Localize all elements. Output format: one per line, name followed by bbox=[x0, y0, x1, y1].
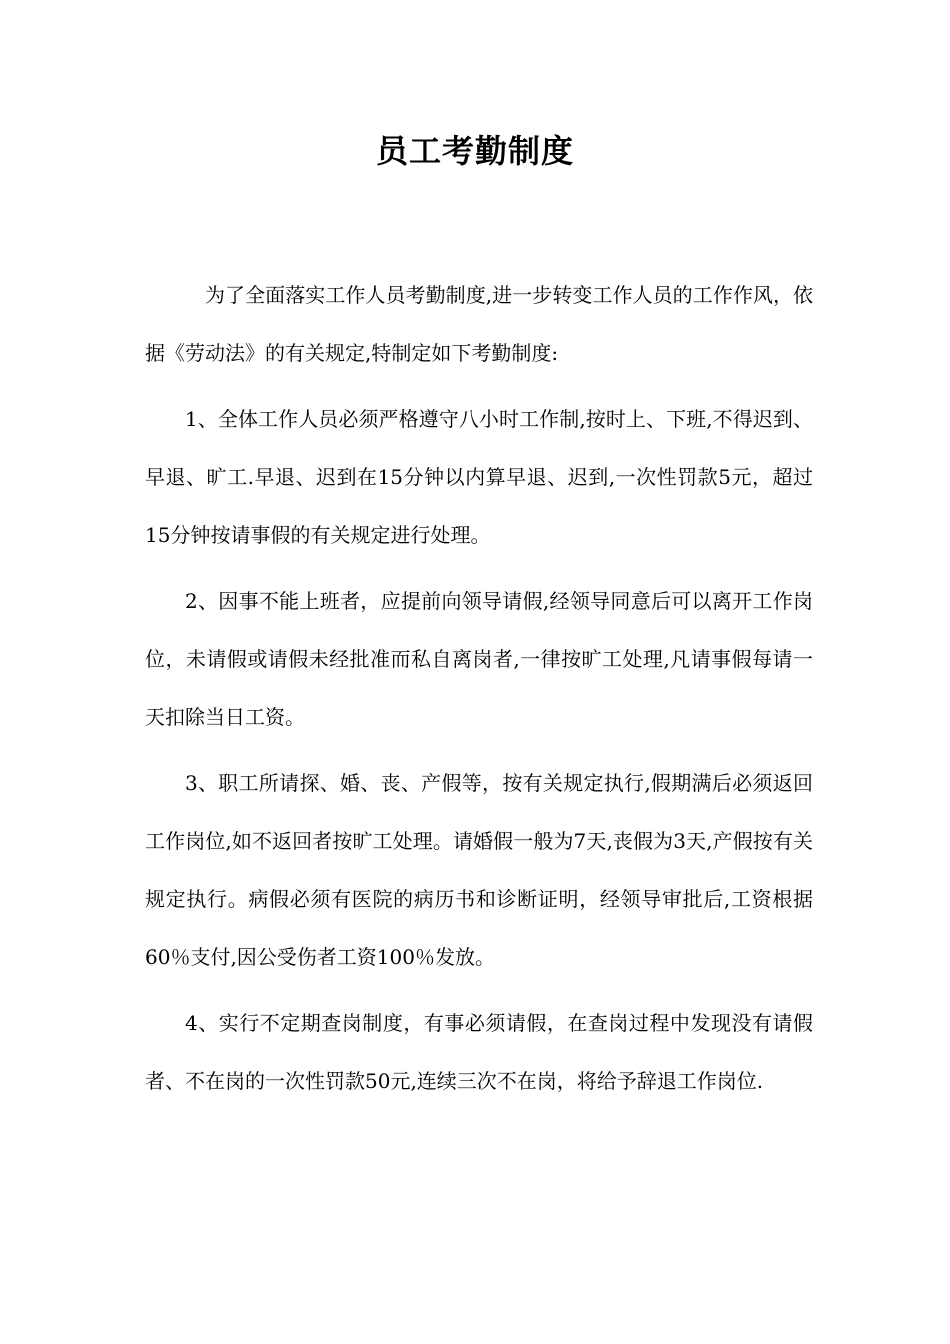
rule-paragraph-3: 3、职工所请探、婚、丧、产假等，按有关规定执行,假期满后必须返回工作岗位,如不返回者按旷工处理。请婚假一般为7天,丧假为3天,产假按有关规定执行。病假必须有医院的病历书和诊断证明，经领导审批后,工资根据60％支付,因公受伤者工资100％发放。 bbox=[145, 771, 813, 969]
rule-paragraph-4: 4、实行不定期查岗制度，有事必须请假，在查岗过程中发现没有请假者、不在岗的一次性罚款50元,连续三次不在岗，将给予辞退工作岗位. bbox=[145, 1011, 813, 1093]
rule-paragraph-2: 2、因事不能上班者，应提前向领导请假,经领导同意后可以离开工作岗位，未请假或请假未经批准而私自离岗者,一律按旷工处理,凡请事假每请一天扣除当日工资。 bbox=[145, 589, 813, 729]
rule-paragraph-1: 1、全体工作人员必须严格遵守八小时工作制,按时上、下班,不得迟到、早退、旷工.早退、迟到在15分钟以内算早退、迟到,一次性罚款5元，超过15分钟按请事假的有关规定进行处理。 bbox=[145, 407, 813, 547]
document-body bbox=[145, 266, 813, 1110]
document-title: 员工考勤制度 bbox=[375, 132, 574, 170]
intro-paragraph: 为了全面落实工作人员考勤制度,进一步转变工作人员的工作作风，依据《劳动法》的有关规定,特制定如下考勤制度: bbox=[145, 283, 813, 365]
